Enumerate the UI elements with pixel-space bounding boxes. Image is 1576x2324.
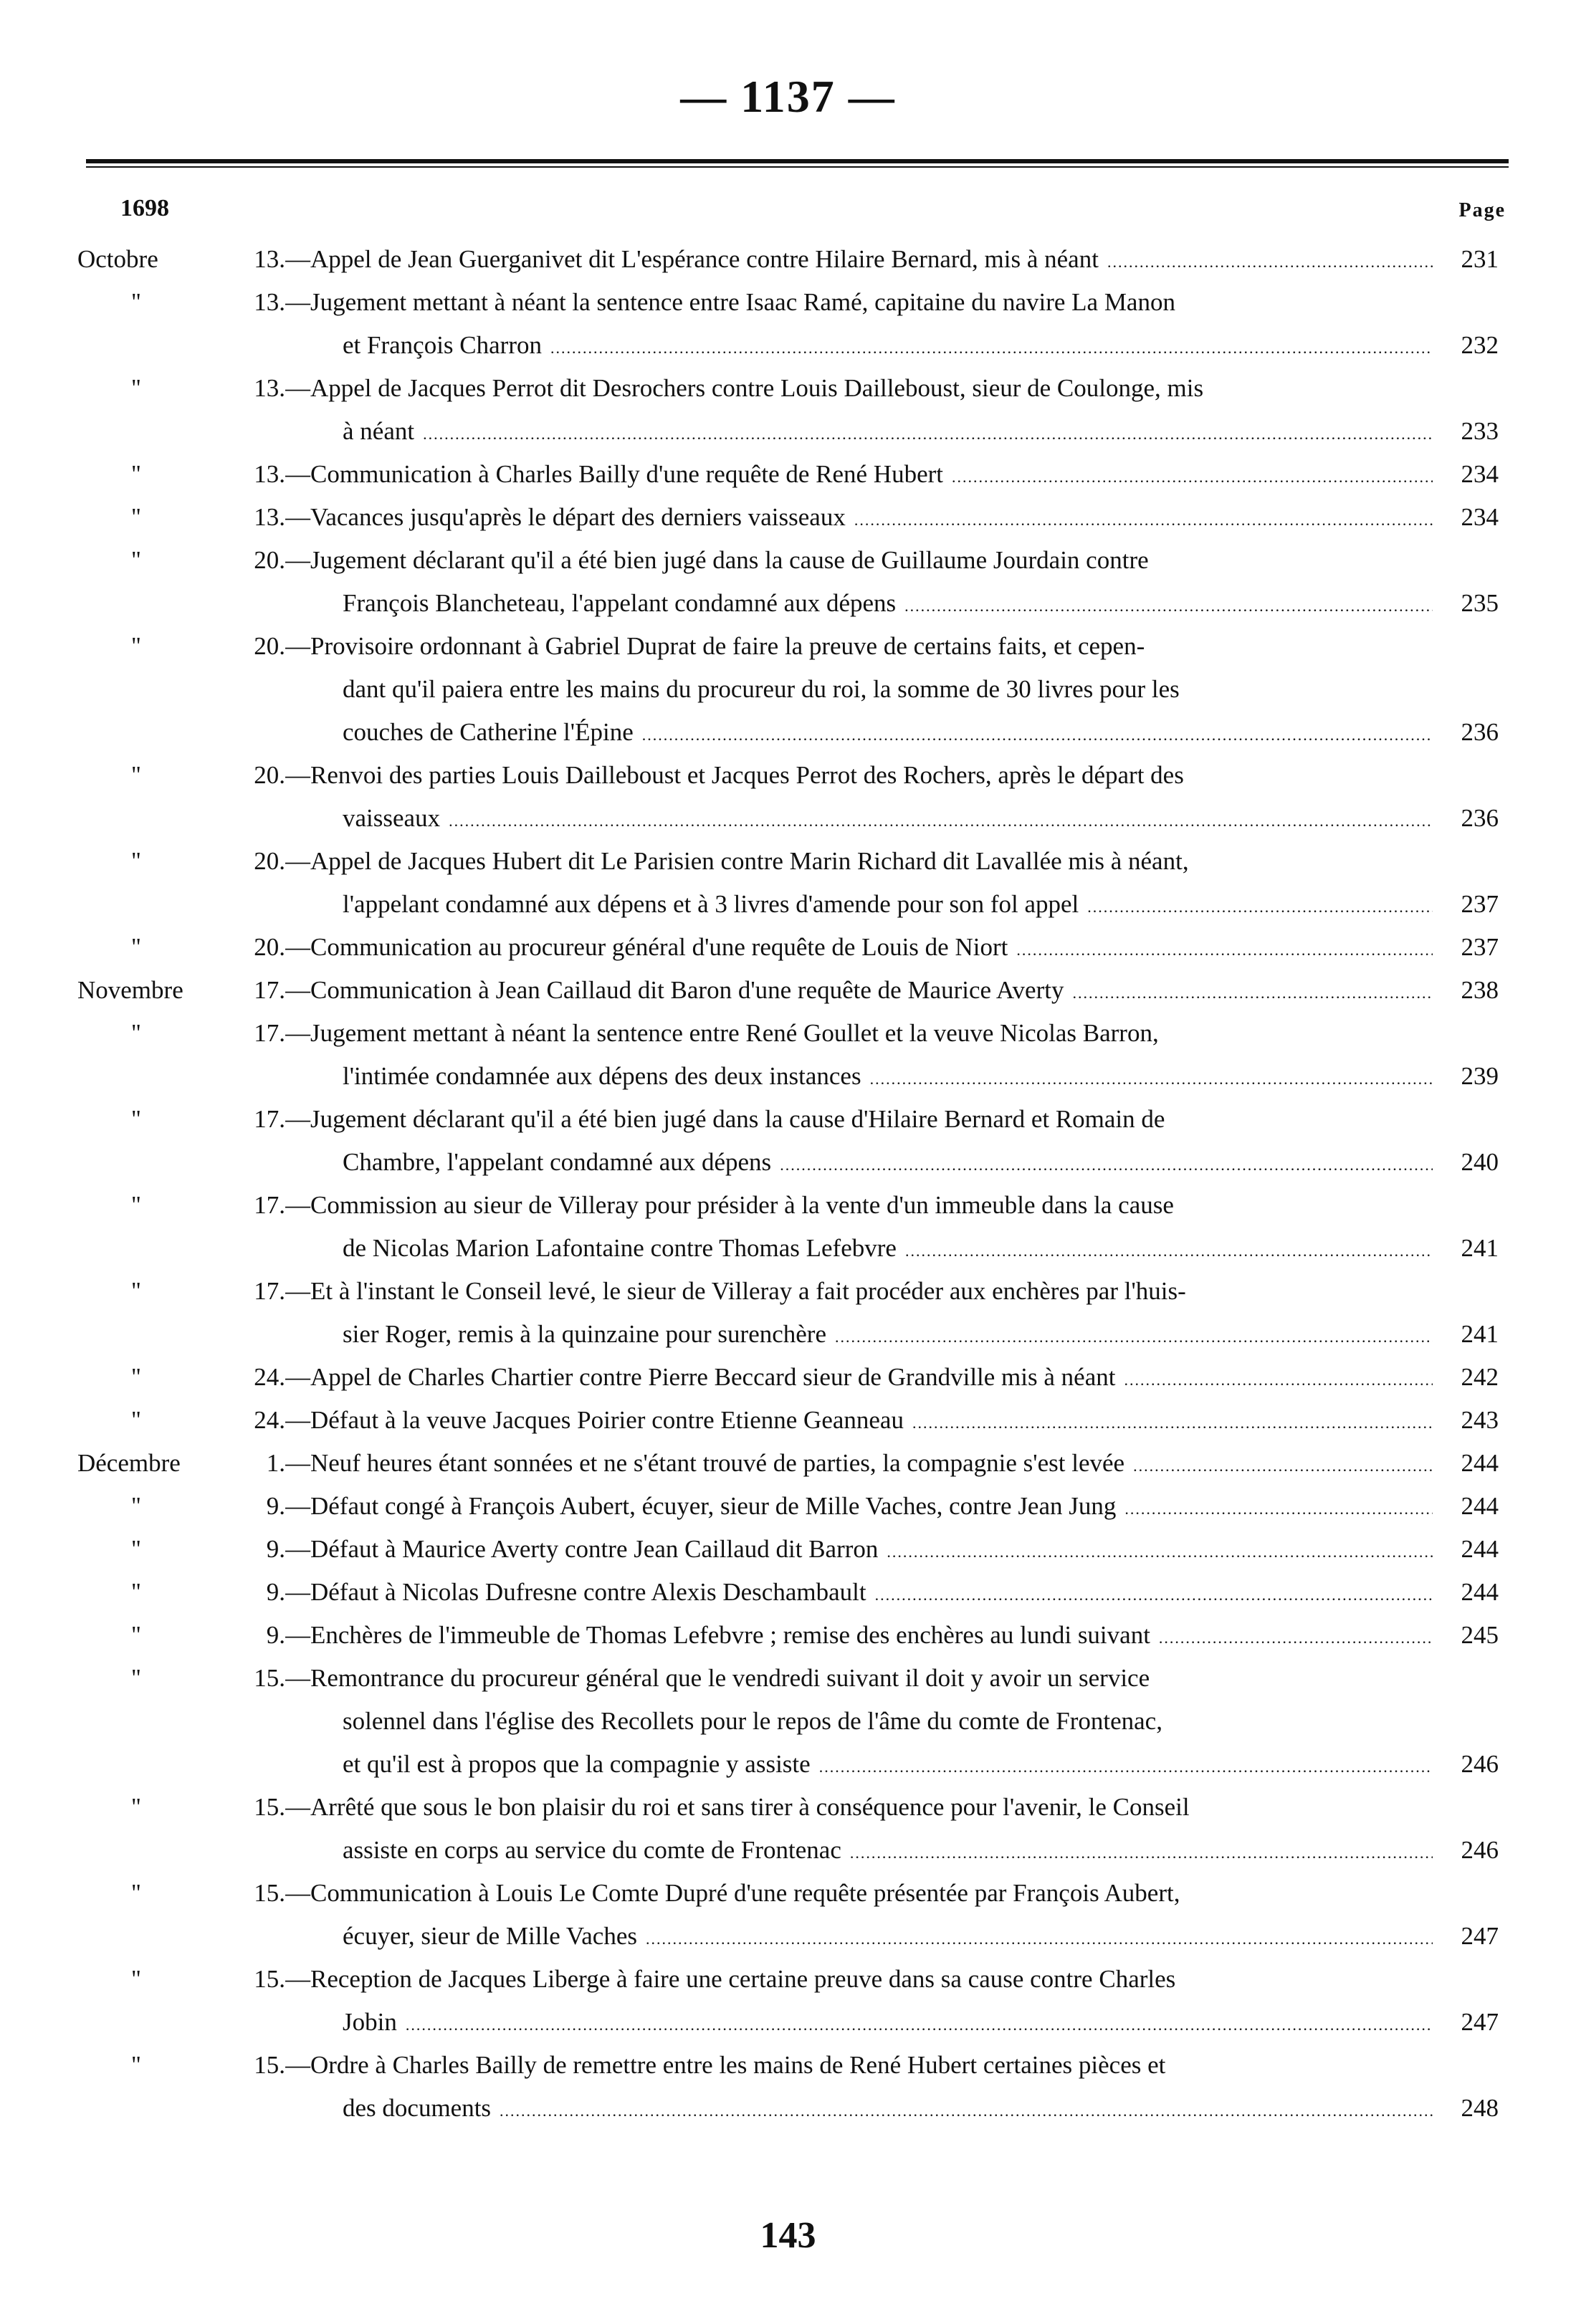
- entry-day: 9.: [266, 1535, 285, 1563]
- header-rule: [86, 159, 1509, 163]
- dot-leader: [1159, 1617, 1433, 1657]
- entry-row: [0, 1270, 1576, 1356]
- dot-leader: [780, 1144, 1433, 1184]
- entry-day: 17.: [254, 976, 285, 1004]
- entry-line: [285, 1184, 1499, 1227]
- entry-day: 13.: [254, 374, 285, 402]
- entry-page-number: 237: [1461, 933, 1499, 961]
- entry-text: —Défaut à Nicolas Dufresne contre Alexis Deschambault: [285, 1578, 866, 1606]
- entry-row: [0, 926, 1576, 969]
- entry-page-number: 244: [1461, 1492, 1499, 1520]
- ditto-mark: ": [131, 1665, 141, 1691]
- entry-text: —Ordre à Charles Bailly de remettre entre les mains de René Hubert certaines pièces et: [285, 2051, 1166, 2079]
- dot-leader: [850, 1832, 1433, 1872]
- entry-line: [285, 1614, 1499, 1657]
- entry-line: [343, 2087, 1499, 2130]
- dot-leader: [1133, 1445, 1433, 1485]
- entry-line: [343, 2001, 1499, 2044]
- entry-line: [285, 1786, 1499, 1829]
- entry-line: [285, 754, 1499, 797]
- entry-line: [343, 582, 1499, 625]
- entry-line: [285, 1356, 1499, 1399]
- entry-day: 9.: [266, 1578, 285, 1606]
- entry-row: [0, 2044, 1576, 2130]
- entry-line: [285, 1571, 1499, 1614]
- entry-line: [343, 1313, 1499, 1356]
- entry-row: [0, 238, 1576, 281]
- entry-text: —Vacances jusqu'après le départ des derniers vaisseaux: [285, 503, 846, 531]
- entry-page-number: 244: [1461, 1535, 1499, 1563]
- entry-page-number: 237: [1461, 890, 1499, 918]
- entry-line: [285, 840, 1499, 883]
- entry-row: [0, 1442, 1576, 1485]
- entry-row: [0, 539, 1576, 625]
- entry-text: —Communication au procureur général d'une requête de Louis de Niort: [285, 933, 1008, 961]
- dot-leader: [642, 714, 1433, 754]
- entry-page-number: 242: [1461, 1363, 1499, 1391]
- entry-page-number: 231: [1461, 245, 1499, 273]
- entry-text: —Communication à Louis Le Comte Dupré d'une requête présentée par François Aubert,: [285, 1879, 1180, 1907]
- ditto-mark: ": [131, 1966, 141, 1992]
- entry-line: [285, 1958, 1499, 2001]
- ditto-mark: ": [131, 461, 141, 487]
- entry-line: [343, 1227, 1499, 1270]
- entry-text: —Communication à Charles Bailly d'une requête de René Hubert: [285, 460, 943, 488]
- entry-text: assiste en corps au service du comte de Frontenac: [343, 1836, 841, 1864]
- entry-day: 24.: [254, 1363, 285, 1391]
- dot-leader: [1124, 1488, 1433, 1528]
- entry-text: vaisseaux: [343, 804, 441, 832]
- entry-line: [285, 1098, 1499, 1141]
- dot-leader: [1107, 241, 1433, 281]
- entry-text: —Jugement mettant à néant la sentence entre Isaac Ramé, capitaine du navire La Manon: [285, 288, 1175, 316]
- ditto-mark: ": [131, 547, 141, 573]
- ditto-mark: ": [131, 633, 141, 659]
- entry-text: —Appel de Jean Guerganivet dit L'espérance contre Hilaire Bernard, mis à néant: [285, 245, 1099, 273]
- entry-line: [343, 1055, 1499, 1098]
- entry-row: [0, 1571, 1576, 1614]
- entry-text: —Neuf heures étant sonnées et ne s'étant trouvé de parties, la compagnie s'est levée: [285, 1449, 1125, 1477]
- entry-page-number: 248: [1461, 2094, 1499, 2122]
- dot-leader: [550, 327, 1433, 367]
- entry-line: [343, 410, 1499, 453]
- entry-line: [285, 453, 1499, 496]
- ditto-mark: ": [131, 2052, 141, 2078]
- dot-leader: [423, 413, 1433, 453]
- entry-row: [0, 281, 1576, 367]
- entry-line: [343, 1700, 1499, 1743]
- year-label: 1698: [120, 195, 169, 221]
- entry-line: [285, 969, 1499, 1012]
- ditto-mark: ": [131, 375, 141, 401]
- entry-row: [0, 1786, 1576, 1872]
- entry-text: —Renvoi des parties Louis Dailleboust et Jacques Perrot des Rochers, après le départ des: [285, 761, 1184, 789]
- dot-leader: [1016, 929, 1433, 969]
- ditto-mark: ": [131, 1536, 141, 1562]
- entry-day: 17.: [254, 1191, 285, 1219]
- entry-page-number: 241: [1461, 1320, 1499, 1348]
- entry-day: 24.: [254, 1406, 285, 1434]
- entry-page-number: 245: [1461, 1621, 1499, 1649]
- dot-leader: [835, 1316, 1433, 1356]
- entry-line: [285, 625, 1499, 668]
- entry-page-number: 233: [1461, 417, 1499, 445]
- entry-day: 15.: [254, 1879, 285, 1907]
- entry-day: 15.: [254, 1664, 285, 1692]
- entry-text: et qu'il est à propos que la compagnie y assiste: [343, 1750, 811, 1778]
- entry-page-number: 246: [1461, 1836, 1499, 1864]
- entry-line: [285, 1399, 1499, 1442]
- entry-text: couches de Catherine l'Épine: [343, 718, 634, 746]
- entry-row: [0, 969, 1576, 1012]
- entry-day: 9.: [266, 1621, 285, 1649]
- entry-day: 13.: [254, 503, 285, 531]
- entry-day: 17.: [254, 1105, 285, 1133]
- entry-day: 13.: [254, 245, 285, 273]
- ditto-mark: ": [131, 289, 141, 315]
- entry-row: [0, 453, 1576, 496]
- entry-page-number: 247: [1461, 2008, 1499, 2036]
- entry-line: [343, 1829, 1499, 1872]
- entry-page-number: 247: [1461, 1922, 1499, 1950]
- ditto-mark: ": [131, 1407, 141, 1433]
- ditto-mark: ": [131, 1622, 141, 1648]
- entry-day: 13.: [254, 288, 285, 316]
- entry-text: —Défaut à Maurice Averty contre Jean Caillaud dit Barron: [285, 1535, 879, 1563]
- entry-page-number: 232: [1461, 331, 1499, 359]
- entry-line: [285, 281, 1499, 324]
- ditto-mark: ": [131, 504, 141, 530]
- entry-page-number: 246: [1461, 1750, 1499, 1778]
- entry-row: [0, 1958, 1576, 2044]
- dot-leader: [854, 499, 1433, 539]
- entry-row: [0, 840, 1576, 926]
- entry-line: [285, 1012, 1499, 1055]
- dot-leader: [819, 1746, 1433, 1786]
- entry-day: 20.: [254, 632, 285, 660]
- entry-text: sier Roger, remis à la quinzaine pour surenchère: [343, 1320, 826, 1348]
- ditto-mark: ": [131, 1020, 141, 1046]
- entry-text: —Provisoire ordonnant à Gabriel Duprat de faire la preuve de certains faits, et cepen-: [285, 632, 1145, 660]
- entry-text: solennel dans l'église des Recollets pour le repos de l'âme du comte de Frontenac,: [343, 1707, 1162, 1735]
- entry-page-number: 244: [1461, 1578, 1499, 1606]
- dot-leader: [870, 1058, 1433, 1098]
- entry-line: [285, 1485, 1499, 1528]
- entry-page-number: 244: [1461, 1449, 1499, 1477]
- entry-page-number: 240: [1461, 1148, 1499, 1176]
- entry-page-number: 236: [1461, 804, 1499, 832]
- entry-day: 17.: [254, 1277, 285, 1305]
- ditto-mark: ": [131, 848, 141, 874]
- entry-page-number: 236: [1461, 718, 1499, 746]
- dot-leader: [406, 2004, 1433, 2044]
- entry-row: [0, 1098, 1576, 1184]
- ditto-mark: ": [131, 1278, 141, 1304]
- entry-text: de Nicolas Marion Lafontaine contre Thomas Lefebvre: [343, 1234, 897, 1262]
- entry-text: l'intimée condamnée aux dépens des deux instances: [343, 1062, 861, 1090]
- entry-text: —Enchères de l'immeuble de Thomas Lefebvre ; remise des enchères au lundi suivant: [285, 1621, 1150, 1649]
- ditto-mark: ": [131, 1880, 141, 1906]
- dot-leader: [905, 1230, 1433, 1270]
- dot-leader: [952, 456, 1433, 496]
- entry-text: à néant: [343, 417, 415, 445]
- entry-text: —Jugement déclarant qu'il a été bien jugé dans la cause de Guillaume Jourdain contre: [285, 546, 1149, 574]
- entry-text: écuyer, sieur de Mille Vaches: [343, 1922, 637, 1950]
- entry-line: [343, 668, 1499, 711]
- entry-line: [285, 1657, 1499, 1700]
- entry-line: [343, 797, 1499, 840]
- entry-line: [285, 238, 1499, 281]
- entry-row: [0, 496, 1576, 539]
- entry-row: [0, 1872, 1576, 1958]
- entry-list: [0, 238, 1576, 2130]
- entry-row: [0, 1399, 1576, 1442]
- entry-text: Jobin: [343, 2008, 397, 2036]
- entry-day: 20.: [254, 761, 285, 789]
- dot-leader: [1072, 972, 1433, 1012]
- entry-text: Chambre, l'appelant condamné aux dépens: [343, 1148, 772, 1176]
- entry-line: [285, 1270, 1499, 1313]
- entry-row: [0, 1012, 1576, 1098]
- entry-row: [0, 1657, 1576, 1786]
- entry-day: 20.: [254, 847, 285, 875]
- entry-day: 20.: [254, 933, 285, 961]
- ditto-mark: ": [131, 1106, 141, 1132]
- entry-text: —Communication à Jean Caillaud dit Baron d'une requête de Maurice Averty: [285, 976, 1064, 1004]
- entry-day: 9.: [266, 1492, 285, 1520]
- footer-number: 143: [760, 2215, 816, 2256]
- dot-leader: [449, 800, 1433, 840]
- entry-row: [0, 1485, 1576, 1528]
- dot-leader: [904, 585, 1433, 625]
- entry-line: [285, 539, 1499, 582]
- entry-text: —Commission au sieur de Villeray pour présider à la vente d'un immeuble dans la cause: [285, 1191, 1174, 1219]
- ditto-mark: ": [131, 1364, 141, 1390]
- entry-page-number: 243: [1461, 1406, 1499, 1434]
- ditto-mark: ": [131, 1794, 141, 1820]
- dot-leader: [500, 2090, 1433, 2130]
- dot-leader: [1124, 1359, 1433, 1399]
- entry-day: 1.: [266, 1449, 285, 1477]
- dot-leader: [912, 1402, 1433, 1442]
- entry-text: —Appel de Jacques Hubert dit Le Parisien contre Marin Richard dit Lavallée mis à néant,: [285, 847, 1189, 875]
- ditto-mark: ": [131, 1579, 141, 1605]
- entry-page-number: 239: [1461, 1062, 1499, 1090]
- entry-day: 15.: [254, 2051, 285, 2079]
- entry-text: —Défaut à la veuve Jacques Poirier contre Etienne Geanneau: [285, 1406, 904, 1434]
- entry-line: [285, 367, 1499, 410]
- entry-day: 13.: [254, 460, 285, 488]
- entry-text: dant qu'il paiera entre les mains du procureur du roi, la somme de 30 livres pour les: [343, 675, 1180, 703]
- entry-line: [285, 496, 1499, 539]
- entry-text: —Remontrance du procureur général que le vendredi suivant il doit y avoir un service: [285, 1664, 1150, 1692]
- entry-row: [0, 1184, 1576, 1270]
- entry-page-number: 235: [1461, 589, 1499, 617]
- ditto-mark: ": [131, 934, 141, 960]
- entry-day: 17.: [254, 1019, 285, 1047]
- entry-text: —Arrêté que sous le bon plaisir du roi et sans tirer à conséquence pour l'avenir, le Conseil: [285, 1793, 1190, 1821]
- dot-leader: [646, 1918, 1433, 1958]
- entry-day: 20.: [254, 546, 285, 574]
- entry-row: [0, 625, 1576, 754]
- entry-page-number: 238: [1461, 976, 1499, 1004]
- entry-month: Novembre: [77, 976, 183, 1004]
- page-number: — 1137 —: [680, 71, 896, 122]
- entry-day: 15.: [254, 1793, 285, 1821]
- entry-text: —Défaut congé à François Aubert, écuyer, sieur de Mille Vaches, contre Jean Jung: [285, 1492, 1117, 1520]
- entry-row: [0, 1614, 1576, 1657]
- entry-month: Décembre: [77, 1449, 181, 1477]
- entry-text: —Appel de Charles Chartier contre Pierre Beccard sieur de Grandville mis à néant: [285, 1363, 1116, 1391]
- entry-line: [343, 324, 1499, 367]
- entry-line: [285, 926, 1499, 969]
- dot-leader: [1087, 886, 1433, 926]
- page-column-header: Page: [1458, 199, 1506, 221]
- entry-text: —Jugement mettant à néant la sentence entre René Goullet et la veuve Nicolas Barron,: [285, 1019, 1159, 1047]
- entry-text: —Reception de Jacques Liberge à faire une certaine preuve dans sa cause contre Charles: [285, 1965, 1176, 1993]
- header-rule-thin: [86, 166, 1509, 168]
- entry-text: des documents: [343, 2094, 492, 2122]
- entry-line: [343, 1915, 1499, 1958]
- entry-text: —Appel de Jacques Perrot dit Desrochers contre Louis Dailleboust, sieur de Coulonge, mis: [285, 374, 1204, 402]
- entry-line: [343, 1141, 1499, 1184]
- entry-line: [343, 883, 1499, 926]
- entry-row: [0, 754, 1576, 840]
- entry-page-number: 234: [1461, 460, 1499, 488]
- entry-row: [0, 367, 1576, 453]
- entry-page-number: 234: [1461, 503, 1499, 531]
- dot-leader: [887, 1531, 1433, 1571]
- entry-line: [285, 2044, 1499, 2087]
- entry-text: l'appelant condamné aux dépens et à 3 livres d'amende pour son fol appel: [343, 890, 1079, 918]
- entry-month: Octobre: [77, 245, 158, 273]
- ditto-mark: ": [131, 762, 141, 788]
- ditto-mark: ": [131, 1192, 141, 1218]
- entry-day: 15.: [254, 1965, 285, 1993]
- entry-line: [343, 711, 1499, 754]
- entry-line: [285, 1872, 1499, 1915]
- entry-line: [285, 1528, 1499, 1571]
- entry-row: [0, 1528, 1576, 1571]
- entry-page-number: 241: [1461, 1234, 1499, 1262]
- entry-text: et François Charron: [343, 331, 542, 359]
- entry-text: —Jugement déclarant qu'il a été bien jugé dans la cause d'Hilaire Bernard et Romain de: [285, 1105, 1165, 1133]
- ditto-mark: ": [131, 1493, 141, 1519]
- entry-line: [285, 1442, 1499, 1485]
- entry-row: [0, 1356, 1576, 1399]
- entry-text: François Blancheteau, l'appelant condamné aux dépens: [343, 589, 897, 617]
- entry-text: —Et à l'instant le Conseil levé, le sieur de Villeray a fait procéder aux enchères par l'huis-: [285, 1277, 1186, 1305]
- entry-line: [343, 1743, 1499, 1786]
- dot-leader: [875, 1574, 1433, 1614]
